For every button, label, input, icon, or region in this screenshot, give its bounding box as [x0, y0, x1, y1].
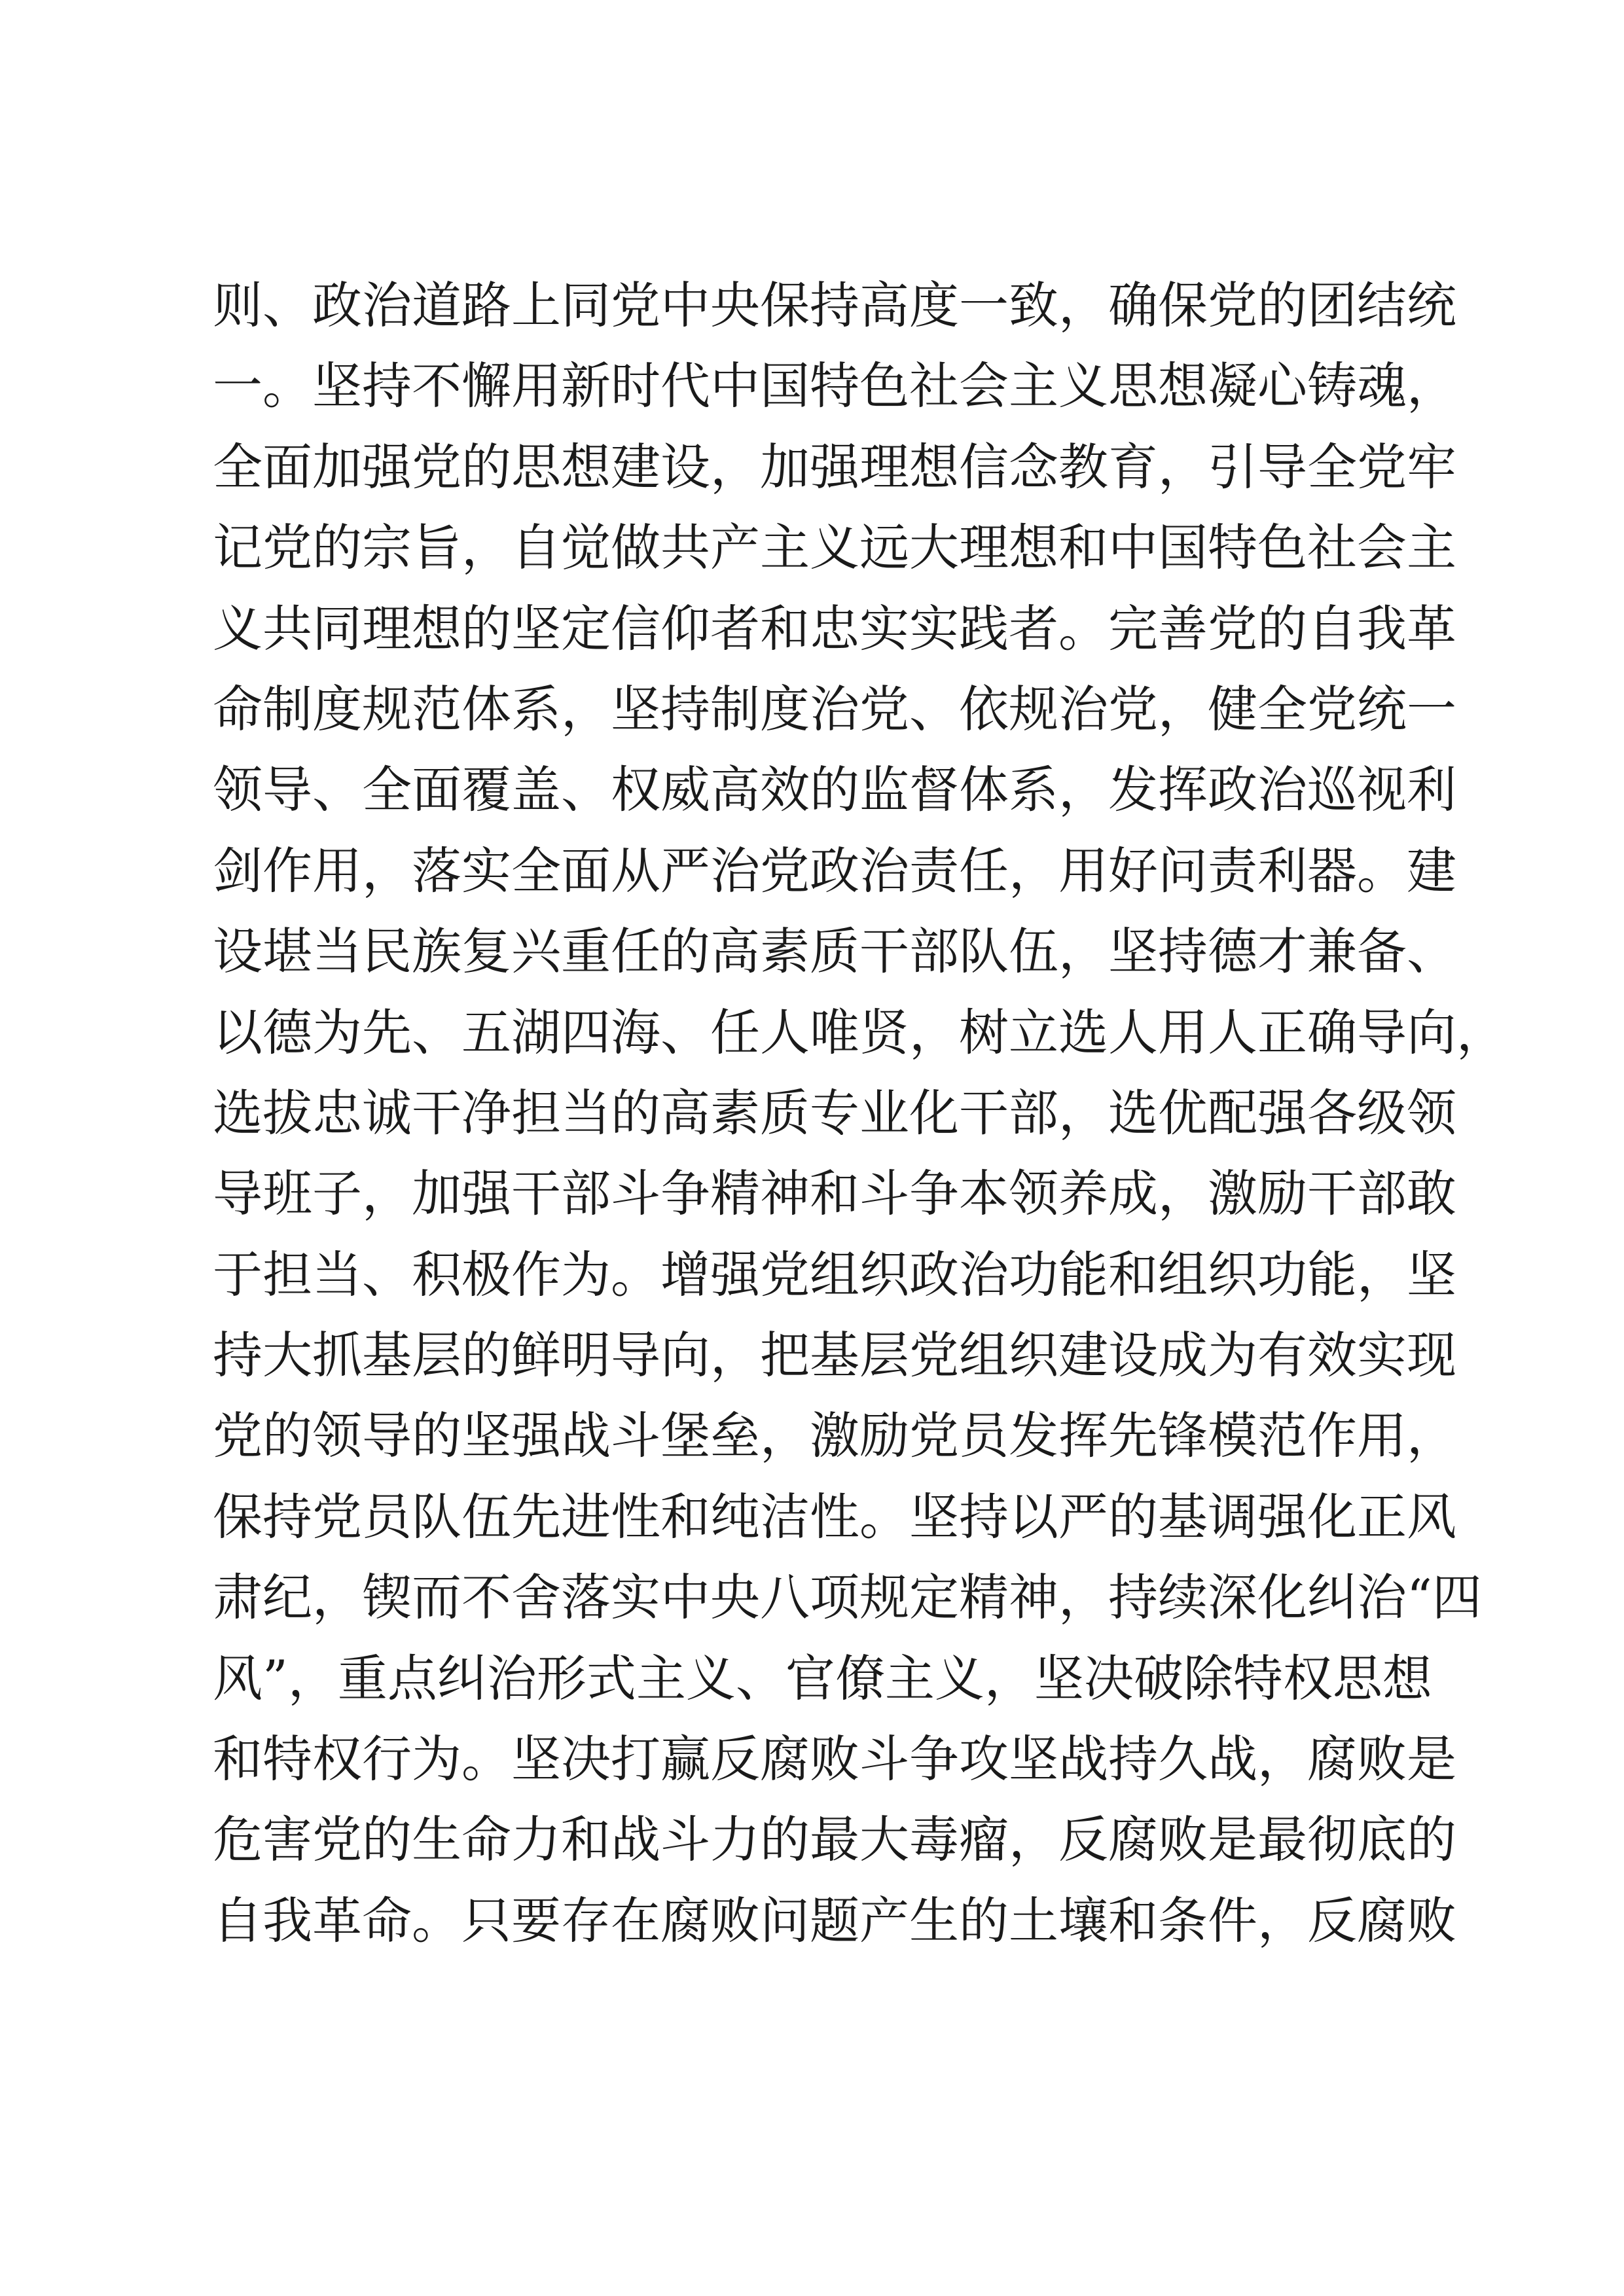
text-line: 一。坚持不懈用新时代中国特色社会主义思想凝心铸魂，: [213, 357, 1456, 416]
text-line: 义共同理想的坚定信仰者和忠实实践者。完善党的自我革: [213, 599, 1456, 658]
text-line: 剑作用，落实全面从严治党政治责任，用好问责利器。建: [213, 841, 1456, 900]
text-line: 以德为先、五湖四海、任人唯贤，树立选人用人正确导向，: [213, 1003, 1506, 1062]
text-line: 导班子，加强干部斗争精神和斗争本领养成，激励干部敢: [213, 1164, 1456, 1223]
text-line: 党的领导的坚强战斗堡垒，激励党员发挥先锋模范作用，: [213, 1407, 1456, 1465]
text-line: 自我革命。只要存在腐败问题产生的土壤和条件，反腐败: [213, 1891, 1456, 1950]
text-line: 肃纪，锲而不舍落实中央八项规定精神，持续深化纠治“四: [213, 1568, 1482, 1627]
text-line: 持大抓基层的鲜明导向，把基层党组织建设成为有效实现: [213, 1326, 1456, 1385]
text-line: 保持党员队伍先进性和纯洁性。坚持以严的基调强化正风: [213, 1487, 1456, 1546]
text-line: 选拔忠诚干净担当的高素质专业化干部，选优配强各级领: [213, 1083, 1456, 1142]
text-line: 则、政治道路上同党中央保持高度一致，确保党的团结统: [213, 276, 1456, 334]
text-line: 危害党的生命力和战斗力的最大毒瘤，反腐败是最彻底的: [213, 1810, 1456, 1869]
text-line: 和特权行为。坚决打赢反腐败斗争攻坚战持久战，腐败是: [213, 1730, 1456, 1789]
text-line: 全面加强党的思想建设，加强理想信念教育，引导全党牢: [213, 437, 1456, 496]
text-line: 领导、全面覆盖、权威高效的监督体系，发挥政治巡视利: [213, 761, 1456, 819]
body-text: [213, 265, 1506, 1961]
text-line: 设堪当民族复兴重任的高素质干部队伍，坚持德才兼备、: [213, 922, 1456, 981]
text-line: 命制度规范体系，坚持制度治党、依规治党，健全党统一: [213, 679, 1456, 738]
text-line: 于担当、积极作为。增强党组织政治功能和组织功能，坚: [213, 1245, 1456, 1304]
text-line: 风”，重点纠治形式主义、官僚主义，坚决破除特权思想: [213, 1649, 1432, 1708]
text-line: 记党的宗旨，自觉做共产主义远大理想和中国特色社会主: [213, 518, 1456, 577]
